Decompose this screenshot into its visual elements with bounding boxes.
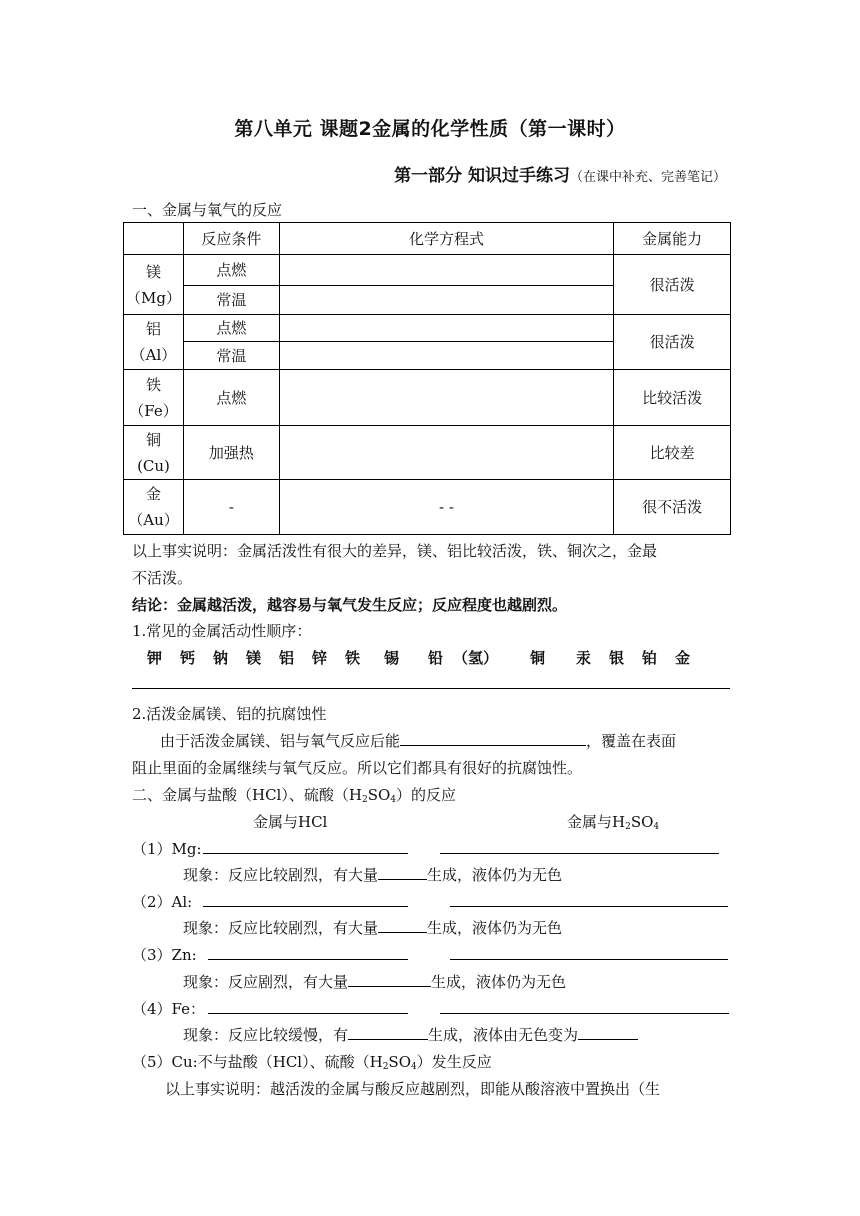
header-cell: 反应条件 xyxy=(183,223,279,255)
fact-statement-2: 以上事实说明：越活泼的金属与酸反应越剧烈，即能从酸溶液中置换出（生 xyxy=(165,1080,661,1098)
table-row xyxy=(124,480,731,535)
fill-blank[interactable] xyxy=(378,865,427,880)
metal-symbol: （Fe） xyxy=(129,401,178,420)
answer-line-hcl[interactable] xyxy=(203,906,408,907)
corrosion-text-cont: 阻止里面的金属继续与氧气反应。所以它们都具有很好的抗腐蚀性。 xyxy=(132,759,583,777)
subscript: 4 xyxy=(653,822,660,832)
header-cell: 化学方程式 xyxy=(279,223,613,255)
col-text: SO xyxy=(630,813,654,831)
table-row xyxy=(124,426,731,480)
metal-name: 铜 xyxy=(145,430,161,449)
ability-cell: 很活泼 xyxy=(614,315,731,370)
reaction-label-al: （2）Al: xyxy=(132,893,193,911)
column-heading-hcl: 金属与HCl xyxy=(253,813,328,831)
phen-text: 现象：反应比较缓慢，有 xyxy=(183,1026,349,1044)
cu-text: （5）Cu:不与盐酸（HCl）、硫酸（H xyxy=(132,1053,383,1071)
table-row xyxy=(124,255,731,286)
series-metal: 铁 xyxy=(345,649,361,667)
answer-line xyxy=(132,688,730,689)
condition-cell: 点燃 xyxy=(183,315,279,342)
header-cell: 金属能力 xyxy=(614,223,731,255)
series-metal: 镁 xyxy=(246,649,262,667)
phen-text: 现象：反应剧烈，有大量 xyxy=(183,973,349,991)
ability-cell: 很活泼 xyxy=(614,255,731,315)
series-metal: 钠 xyxy=(213,649,229,667)
metal-name: 铁 xyxy=(145,375,161,394)
subscript: 2 xyxy=(625,822,631,832)
fill-blank[interactable] xyxy=(400,731,586,746)
section-heading-acid xyxy=(132,784,456,805)
fill-blank[interactable] xyxy=(578,1025,638,1040)
part-heading: 第一部分 知识过手练习 xyxy=(394,166,570,186)
item-activity-series: 1.常见的金属活动性顺序： xyxy=(132,622,312,640)
oxygen-reaction-table xyxy=(123,222,731,535)
fact-statement-1: 以上事实说明：金属活泼性有很大的差异，镁、铝比较活泼，铁、铜次之，金最 xyxy=(132,542,658,560)
table-row xyxy=(124,370,731,426)
phenomenon-zn xyxy=(183,971,566,992)
series-metal: 钙 xyxy=(180,649,196,667)
fact-statement-1-cont: 不活泼。 xyxy=(132,569,193,587)
answer-line-h2so4[interactable] xyxy=(450,906,728,907)
item-corrosion: 2.活泼金属镁、铝的抗腐蚀性 xyxy=(132,705,327,723)
metal-cell xyxy=(124,370,184,426)
ability-cell: 比较活泼 xyxy=(614,370,731,426)
fill-blank[interactable] xyxy=(348,972,431,987)
column-heading-h2so4 xyxy=(567,811,659,832)
metal-name: 金 xyxy=(145,485,161,503)
ability-cell: 很不活泼 xyxy=(614,480,731,535)
section2-text: ）的反应 xyxy=(396,786,457,804)
series-metal: 锌 xyxy=(312,649,328,667)
series-metal: （氢） xyxy=(453,649,499,667)
equation-cell xyxy=(279,255,613,286)
conclusion: 结论：金属越活泼，越容易与氧气发生反应；反应程度也越剧烈。 xyxy=(132,596,568,614)
metal-cell xyxy=(124,315,184,370)
series-metal: 锡 xyxy=(384,649,400,667)
equation-cell xyxy=(279,426,613,480)
phen-text: 现象：反应比较剧烈，有大量 xyxy=(183,866,379,884)
metal-cell xyxy=(124,426,184,480)
series-metal: 铅 xyxy=(428,649,444,667)
phen-text: 现象：反应比较剧烈，有大量 xyxy=(183,919,379,937)
answer-line-hcl[interactable] xyxy=(208,1013,408,1014)
phen-text: 生成，液体仍为无色 xyxy=(427,866,563,884)
answer-line-h2so4[interactable] xyxy=(440,853,719,854)
metal-symbol: （Mg） xyxy=(126,288,181,307)
answer-line-h2so4[interactable] xyxy=(450,959,728,960)
reaction-label-mg: （1）Mg: xyxy=(132,840,202,858)
table-row xyxy=(124,315,731,342)
phen-text: 生成，液体仍为无色 xyxy=(431,973,567,991)
series-metal: 铝 xyxy=(279,649,295,667)
corrosion-text xyxy=(160,730,676,751)
metal-name: 铝 xyxy=(145,320,161,338)
condition-cell: 点燃 xyxy=(183,370,279,426)
ability-cell: 比较差 xyxy=(614,426,731,480)
series-metal: 铜 xyxy=(530,649,546,667)
cu-text: SO xyxy=(388,1053,411,1071)
metal-name: 镁 xyxy=(145,262,161,281)
series-metal: 钾 xyxy=(147,649,163,667)
corrosion-text-b: ，覆盖在表面 xyxy=(586,732,677,750)
section2-text: 二、金属与盐酸（HCl）、硫酸（H xyxy=(132,786,362,804)
answer-line-hcl[interactable] xyxy=(203,853,408,854)
section2-text: SO xyxy=(367,786,391,804)
metal-symbol: （Al） xyxy=(130,346,177,364)
phenomenon-mg xyxy=(183,864,562,885)
metal-cell xyxy=(124,255,184,315)
subscript: 4 xyxy=(411,1062,417,1072)
condition-cell: 点燃 xyxy=(183,255,279,286)
header-cell xyxy=(124,223,184,255)
answer-line-hcl[interactable] xyxy=(208,959,408,960)
equation-cell xyxy=(279,286,613,315)
subscript: 2 xyxy=(361,795,368,805)
phen-text: 生成，液体由无色变为 xyxy=(428,1026,579,1044)
fill-blank[interactable] xyxy=(378,918,427,933)
metal-symbol: (Cu) xyxy=(137,456,170,475)
phenomenon-fe xyxy=(183,1024,638,1045)
part-heading-row xyxy=(394,161,726,186)
condition-cell: 常温 xyxy=(183,286,279,315)
series-metal: 金 xyxy=(675,649,691,667)
phen-text: 生成，液体仍为无色 xyxy=(427,919,563,937)
metal-cell xyxy=(124,480,184,535)
equation-cell xyxy=(279,370,613,426)
table-header-row xyxy=(124,223,731,255)
section-heading-oxygen: 一、金属与氧气的反应 xyxy=(132,201,283,219)
metal-symbol: （Au） xyxy=(128,511,179,529)
phenomenon-al xyxy=(183,917,562,938)
series-metal: 铂 xyxy=(642,649,658,667)
equation-cell xyxy=(279,342,613,370)
equation-cell: - - xyxy=(279,480,613,535)
fill-blank[interactable] xyxy=(348,1025,428,1040)
equation-cell xyxy=(279,315,613,342)
condition-cell: - xyxy=(183,480,279,535)
cu-text: ）发生反应 xyxy=(416,1053,492,1071)
condition-cell: 加强热 xyxy=(183,426,279,480)
col-text: 金属与H xyxy=(567,813,626,831)
corrosion-text-a: 由于活泼金属镁、铝与氧气反应后能 xyxy=(160,732,401,750)
condition-cell: 常温 xyxy=(183,342,279,370)
reaction-label-fe: （4）Fe： xyxy=(132,1000,206,1018)
subscript: 4 xyxy=(390,795,396,805)
series-metal: 银 xyxy=(609,649,625,667)
reaction-label-cu xyxy=(132,1051,492,1072)
answer-line-h2so4[interactable] xyxy=(440,1013,729,1014)
series-metal: 汞 xyxy=(576,649,592,667)
page-title: 第八单元 课题2金属的化学性质（第一课时） xyxy=(234,118,626,140)
part-note: （在课中补充、完善笔记） xyxy=(569,170,726,185)
reaction-label-zn: （3）Zn: xyxy=(132,946,197,964)
subscript: 2 xyxy=(382,1062,389,1072)
